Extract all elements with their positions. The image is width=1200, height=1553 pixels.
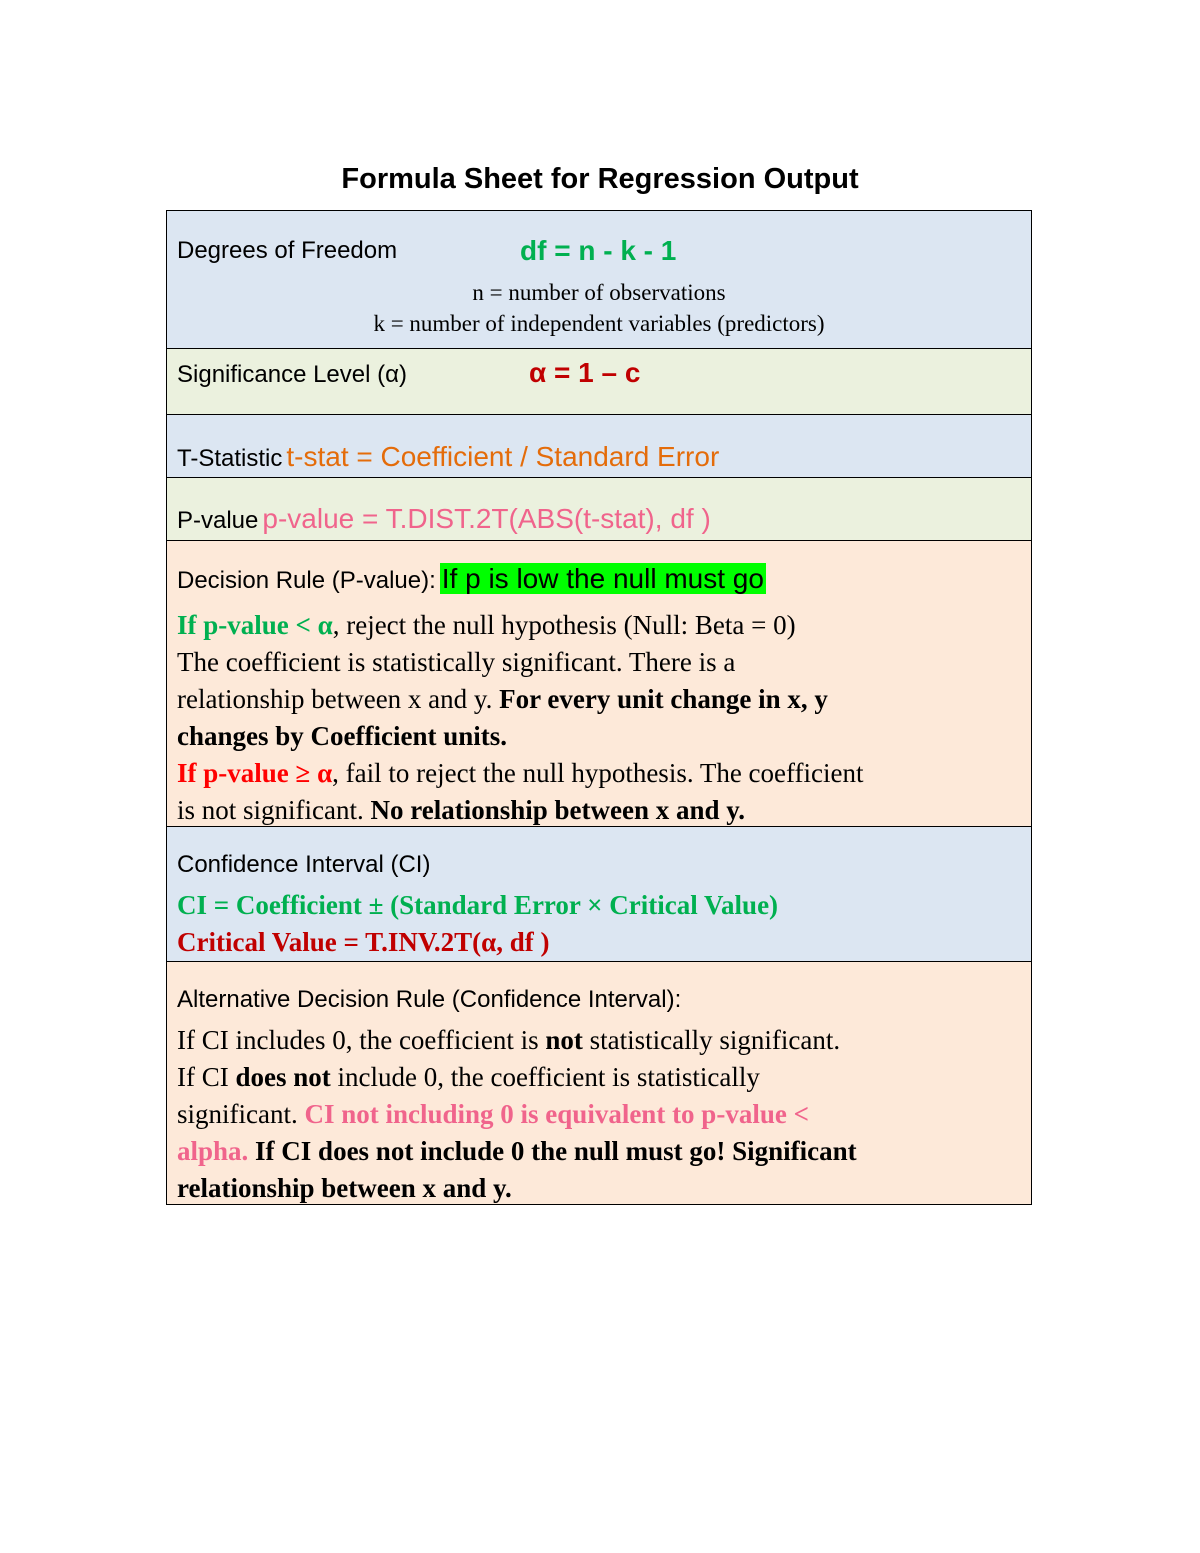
tstat-label: T-Statistic xyxy=(177,445,283,472)
decision-rule-section xyxy=(167,541,1031,827)
decision-line-2: The coefficient is statistically significant. There is a xyxy=(177,647,736,677)
alt-label: Alternative Decision Rule (Confidence Interval): xyxy=(177,986,682,1013)
alt-line-3: significant. CI not including 0 is equivalent to p-value < xyxy=(177,1099,809,1129)
t-statistic-section xyxy=(167,415,1031,478)
page-title: Formula Sheet for Regression Output xyxy=(341,163,859,195)
alt-line-2: If CI does not include 0, the coefficient is statistically xyxy=(177,1062,760,1092)
alt-line-4: alpha. If CI does not include 0 the null must go! Significant xyxy=(177,1136,857,1166)
dof-label: Degrees of Freedom xyxy=(177,237,398,264)
decision-line-1: If p-value < α, reject the null hypothesis (Null: Beta = 0) xyxy=(177,610,796,640)
decision-label: Decision Rule (P-value): xyxy=(177,567,436,594)
decision-line-6: is not significant. No relationship between x and y. xyxy=(177,795,746,825)
k-definition: k = number of independent variables (predictors) xyxy=(373,311,825,336)
p-value-section xyxy=(167,478,1031,541)
pvalue-label: P-value xyxy=(177,507,259,534)
ci-label: Confidence Interval (CI) xyxy=(177,851,431,878)
alt-line-5: relationship between x and y. xyxy=(177,1173,512,1203)
critical-value-formula: Critical Value = T.INV.2T(α, df ) xyxy=(177,927,550,957)
decision-line-5: If p-value ≥ α, fail to reject the null hypothesis. The coefficient xyxy=(177,758,864,788)
tstat-formula: t-stat = Coefficient / Standard Error xyxy=(286,441,720,472)
alt-line-1: If CI includes 0, the coefficient is not statistically significant. xyxy=(177,1025,841,1055)
sig-label: Significance Level (α) xyxy=(177,361,407,388)
pvalue-formula: p-value = T.DIST.2T(ABS(t-stat), df ) xyxy=(262,503,711,534)
decision-line-4: changes by Coefficient units. xyxy=(177,721,507,751)
formula-table xyxy=(166,210,1032,1205)
alternative-decision-rule-section xyxy=(167,962,1031,1204)
decision-highlight: If p is low the null must go xyxy=(441,563,764,594)
significance-level-section xyxy=(167,349,1031,415)
n-definition: n = number of observations xyxy=(472,280,726,305)
decision-line-3: relationship between x and y. For every unit change in x, y xyxy=(177,684,828,714)
dof-formula: df = n - k - 1 xyxy=(520,235,677,266)
confidence-interval-section xyxy=(167,827,1031,962)
sig-formula: α = 1 – c xyxy=(529,357,641,388)
ci-formula: CI = Coefficient ± (Standard Error × Critical Value) xyxy=(177,890,779,920)
degrees-of-freedom-section xyxy=(167,211,1031,349)
